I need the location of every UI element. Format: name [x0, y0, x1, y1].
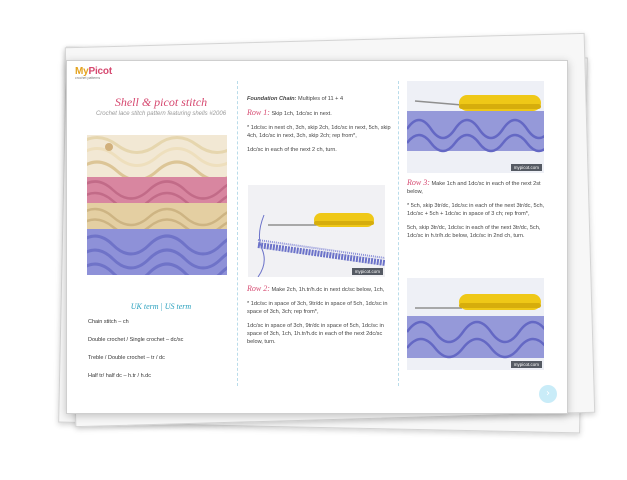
- logo-text-my: My: [75, 66, 89, 77]
- row3-label: Row 3:: [407, 178, 430, 187]
- column-divider: [237, 81, 238, 386]
- row2-repeat: * 1dc/sc in space of 3ch, 9tr/dc in space of 5ch, 1dc/sc in space of 3ch, 3ch; rep from*,: [247, 301, 388, 315]
- row3-repeat: * 5ch, skip 3tr/dc, 1dc/sc in each of the next 3tr/dc, 5ch, 1dc/sc + 5ch + 1dc/sc in space of 3 ch; rep from*,: [407, 203, 545, 217]
- middle-column: [247, 95, 393, 160]
- row2-intro: [247, 285, 393, 294]
- photo-watermark: mypicot.com: [511, 361, 542, 368]
- row3-end: 5ch, skip 3tr/dc, 1dc/sc in each of the next 3tr/dc, 5ch, 1dc/sc in h.tr/h.dc below, 1dc/sc in 2nd ch, turn.: [407, 225, 541, 239]
- terms-heading: UK term | US term: [130, 302, 192, 311]
- row1-photo: [248, 185, 385, 277]
- middle-column-row2: [247, 285, 393, 352]
- foundation-chain: [247, 95, 393, 103]
- mypicot-logo: [75, 66, 112, 80]
- term-double-crochet: Double crochet / Single crochet – dc/sc: [88, 337, 184, 343]
- row1-text: Skip 1ch, 1dc/sc in next.: [269, 111, 332, 117]
- document-page: [66, 60, 568, 414]
- column-divider: [398, 81, 399, 386]
- row1-repeat: * 1dc/sc in next ch, 3ch, skip 2ch, 1dc/sc in next, 5ch, skip 4ch, 1dc/sc in next, 3ch, skip 2ch; rep from*,: [247, 125, 391, 139]
- row1-end: 1dc/sc in each of the next 2 ch, turn.: [247, 147, 337, 153]
- chevron-right-icon: ›: [546, 388, 550, 399]
- foundation-text: Multiples of 11 + 4: [296, 96, 344, 102]
- foundation-label: Foundation Chain:: [247, 96, 297, 102]
- term-half-treble: Half tr/ half dc – h.tr / h.dc: [88, 373, 151, 379]
- logo-tagline: crochet patterns: [75, 76, 101, 80]
- logo-text-picot: Picot: [88, 66, 112, 77]
- row3-photo: [407, 278, 544, 370]
- main-swatch-photo: [87, 135, 227, 275]
- photo-watermark: mypicot.com: [352, 268, 383, 275]
- next-page-button[interactable]: [539, 385, 557, 403]
- row2-label: Row 2:: [247, 284, 270, 293]
- row3-text: Make 1ch and 1dc/sc in each of the next 2st below,: [407, 181, 541, 195]
- term-treble: Treble / Double crochet – tr / dc: [88, 355, 165, 361]
- right-column: [407, 179, 547, 246]
- row1-label: Row 1:: [247, 108, 270, 117]
- row2-photo: [407, 81, 544, 173]
- row2-text: Make 2ch, 1h.tr/h.dc in next dc/sc below, 1ch,: [269, 287, 385, 293]
- term-chain-stitch: Chain stitch – ch: [88, 319, 129, 325]
- photo-watermark: mypicot.com: [511, 164, 542, 171]
- pattern-subtitle: Crochet lace stitch pattern featuring shells #2006: [95, 111, 227, 117]
- pattern-title: Shell & picot stitch: [114, 95, 208, 109]
- row3-intro: [407, 179, 547, 196]
- row1-intro: [247, 109, 393, 118]
- row2-end: 1dc/sc in space of 3ch, 9tr/dc in space of 5ch, 1dc/sc in space of 3ch, 1ch, 1h.tr/h.dc in each of the next 2dc/sc below, turn.: [247, 323, 384, 345]
